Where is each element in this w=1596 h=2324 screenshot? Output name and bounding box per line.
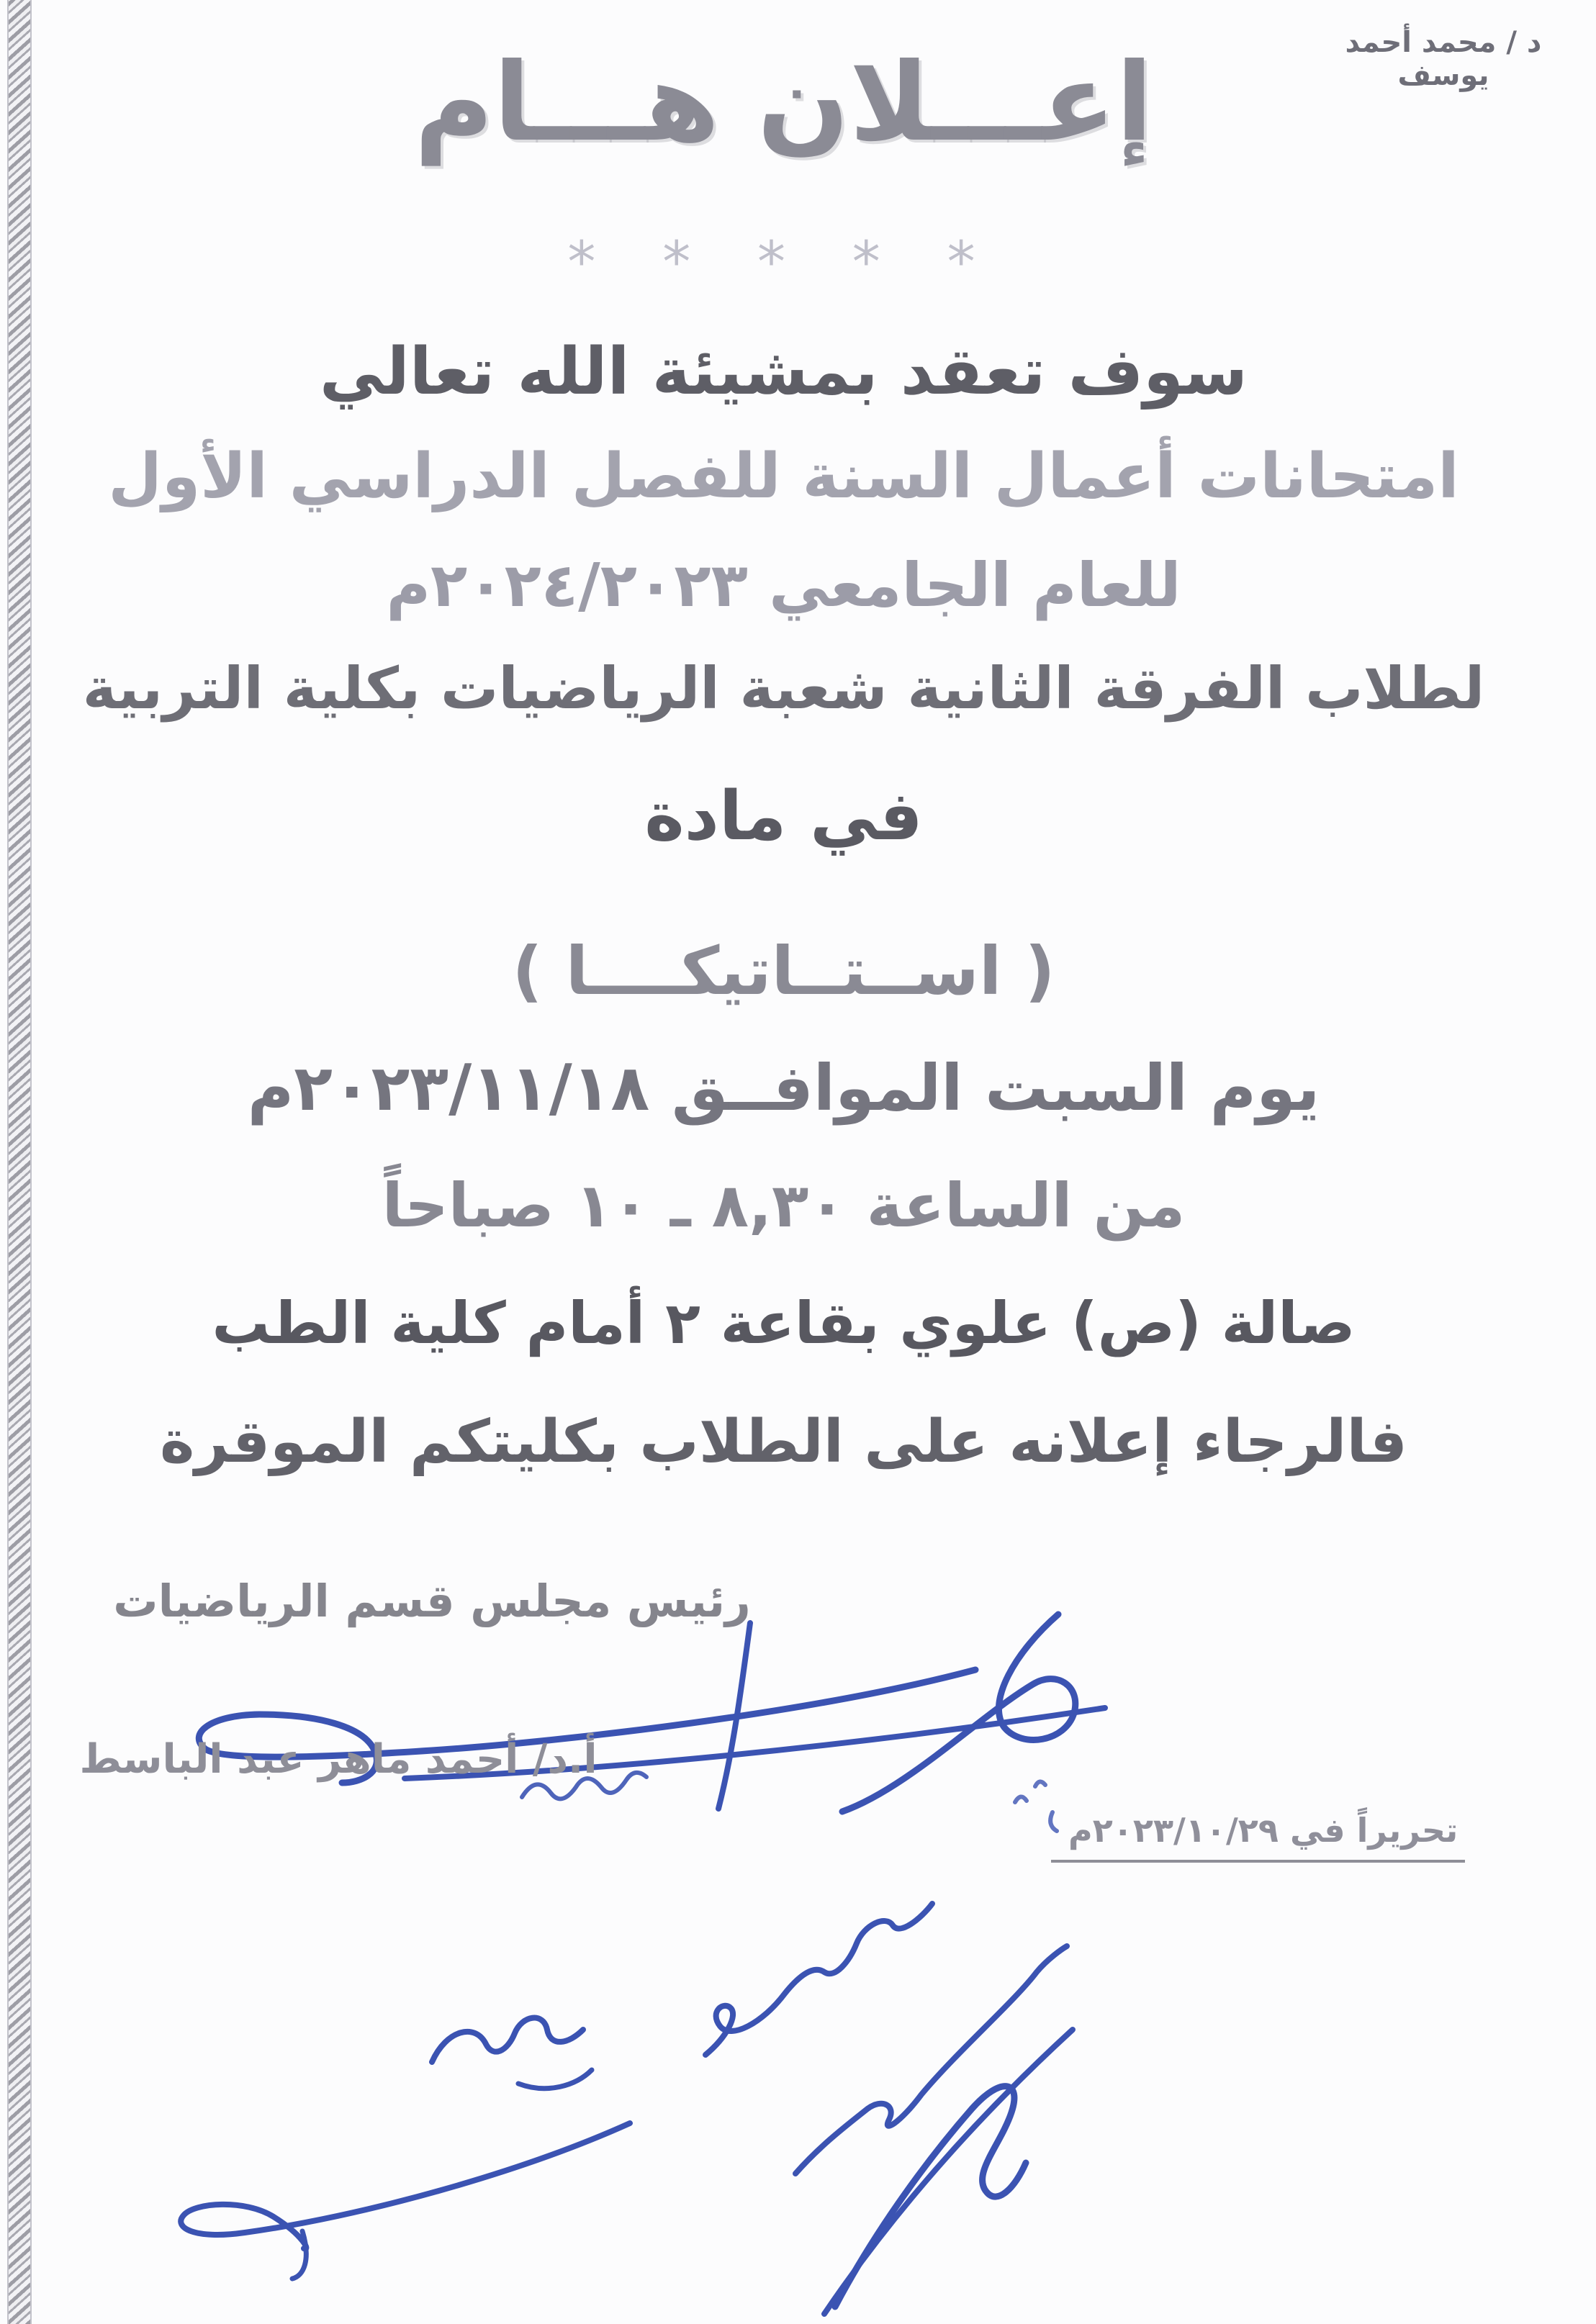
line-academic-year: للعام الجامعي ٢٠٢٤/٢٠٢٣م [386,550,1181,620]
line-exam-time: من الساعة ٨,٣٠ ـ ١٠ صباحاً [382,1170,1186,1241]
line-exams: امتحانات أعمال السنة للفصل الدراسي الأول [108,440,1459,512]
line-subject-name: ( اســتــاتيكــــا ) [512,933,1055,1010]
stars-divider: * * * * * [567,230,1000,295]
department-head-name: أ.د/ أحمد ماهر عبد الباسط [79,1736,598,1783]
line-request: فالرجاء إعلانه على الطلاب بكليتكم الموقرة [160,1408,1407,1476]
line-students: لطلاب الفرقة الثانية شعبة الرياضيات بكلية التربية [82,655,1485,722]
line-exam-date: يوم السبت الموافــق ٢٠٢٣/١١/١٨م [247,1051,1320,1125]
doctor-name-header: د / محمد أحمد يوسف [1345,26,1542,92]
department-head-title: رئيس مجلس قسم الرياضيات [113,1575,751,1627]
line-in-subject: في مادة [644,777,923,856]
handwritten-referral-annotation-ink [612,1771,1087,2324]
issue-date-line: تحريراً في ٢٠٢٣/١٠/٢٩م [1051,1811,1465,1863]
bottom-left-signature-ink [86,1943,634,2282]
line-exam-hall: صالة (ص) علوي بقاعة ٢ أمام كلية الطب [212,1290,1356,1357]
department-head-signature-ink [130,1601,1137,1817]
left-chain-border-pattern [7,0,32,2324]
line-intro: سوف تعقد بمشيئة الله تعالي [319,334,1248,410]
announcement-title: إعـــلان هـــام [414,40,1153,166]
